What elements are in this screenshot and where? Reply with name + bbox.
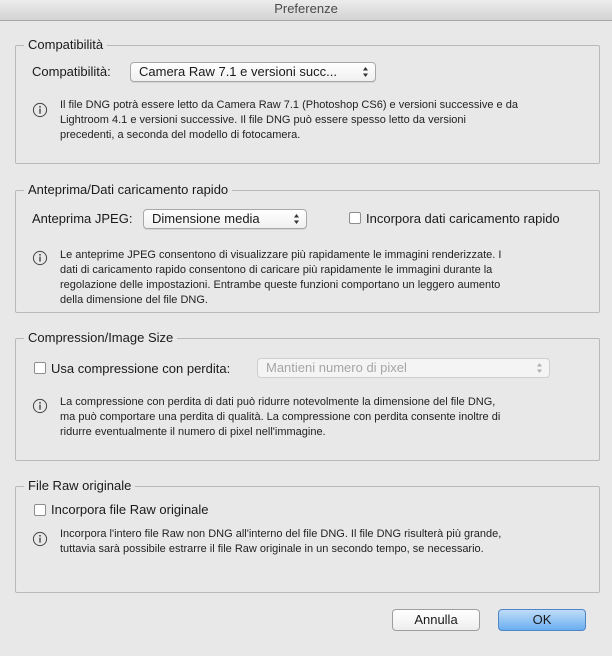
fast-load-checkbox[interactable] <box>349 212 361 224</box>
compression-group <box>15 330 600 461</box>
embed-raw-checkbox[interactable] <box>34 504 46 516</box>
info-circle-icon <box>32 398 48 414</box>
compatibility-info <box>60 98 590 143</box>
compatibility-group <box>15 37 600 164</box>
preview-info <box>60 248 590 308</box>
cancel-button[interactable]: Annulla <box>392 609 480 631</box>
preview-group <box>15 182 600 313</box>
compatibility-popup[interactable] <box>130 62 376 82</box>
updown-arrows-icon <box>362 64 369 80</box>
info-line: della dimensione del file DNG. <box>60 294 208 306</box>
fast-load-label[interactable]: Incorpora dati caricamento rapido <box>366 211 560 226</box>
info-line: ridurre eventualmente il numero di pixel nell'immagine. <box>60 426 326 438</box>
updown-arrows-icon <box>293 211 300 227</box>
info-line: dati di caricamento rapido consentono di caricare più rapidamente le immagini durante la <box>60 264 493 276</box>
info-line: Lightroom 4.1 e versioni successive. Il file DNG può essere spesso letto da versioni <box>60 114 466 126</box>
info-line: tuttavia sarà possibile estrarre il file Raw originale in un secondo tempo, se necessario. <box>60 543 484 555</box>
jpeg-preview-label: Anteprima JPEG: <box>32 211 133 226</box>
info-line: regolazione delle impostazioni. Entrambe queste funzioni comportano un leggero aumento <box>60 279 501 291</box>
info-circle-icon <box>32 250 48 266</box>
info-circle-icon <box>32 102 48 118</box>
info-circle-icon <box>32 531 48 547</box>
jpeg-preview-popup-value: Dimensione media <box>152 211 260 226</box>
info-line: precedenti, a seconda del modello di fotocamera. <box>60 129 301 141</box>
updown-arrows-icon <box>536 360 543 376</box>
pixel-size-popup-value: Mantieni numero di pixel <box>266 360 407 375</box>
raw-file-group-title: File Raw originale <box>24 477 135 495</box>
compatibility-group-title: Compatibilità <box>24 36 107 54</box>
info-line: Incorpora l'intero file Raw non DNG all'interno del file DNG. Il file DNG risulterà più grande, <box>60 528 502 540</box>
preview-group-title: Anteprima/Dati caricamento rapido <box>24 181 232 199</box>
info-line: Il file DNG potrà essere letto da Camera Raw 7.1 (Photoshop CS6) e versioni successive e da <box>60 99 518 111</box>
pixel-size-popup[interactable] <box>257 358 550 378</box>
raw-file-info <box>60 527 595 557</box>
info-line: Le anteprime JPEG consentono di visualizzare più rapidamente le immagini renderizzate. I <box>60 249 502 261</box>
compatibility-label: Compatibilità: <box>32 64 111 79</box>
info-line: ma può comportare una perdita di qualità. La compressione con perdita consente inoltre di <box>60 411 501 423</box>
embed-raw-label[interactable]: Incorpora file Raw originale <box>51 502 209 517</box>
window-title: Preferenze <box>0 0 612 21</box>
compression-info <box>60 395 590 440</box>
info-line: La compressione con perdita di dati può ridurre notevolmente la dimensione del file DNG, <box>60 396 496 408</box>
jpeg-preview-popup[interactable] <box>143 209 307 229</box>
compression-group-title: Compression/Image Size <box>24 329 177 347</box>
lossy-compression-checkbox[interactable] <box>34 362 46 374</box>
compatibility-popup-value: Camera Raw 7.1 e versioni succ... <box>139 64 337 79</box>
lossy-compression-label[interactable]: Usa compressione con perdita: <box>51 361 231 376</box>
ok-button[interactable]: OK <box>498 609 586 631</box>
raw-file-group <box>15 478 600 593</box>
